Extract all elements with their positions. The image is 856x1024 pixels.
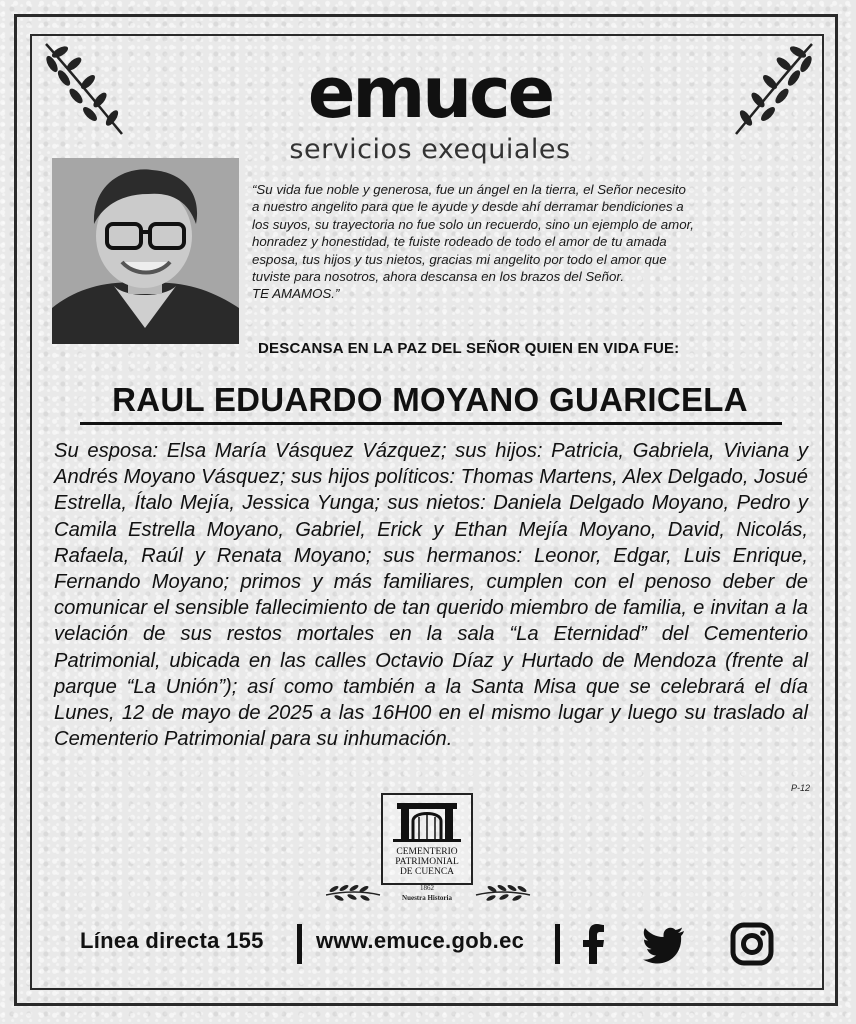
quote-line: TE AMAMOS.” xyxy=(252,286,340,302)
name-underline xyxy=(80,422,782,425)
cemetery-line2: PATRIMONIAL xyxy=(395,857,459,867)
deceased-name: RAUL EDUARDO MOYANO GUARICELA xyxy=(112,381,748,418)
laurel-branch-icon xyxy=(324,881,382,903)
website-link[interactable]: www.emuce.gob.ec xyxy=(316,928,525,953)
leaf-branch-icon xyxy=(38,38,130,138)
quote-line: honradez y honestidad, te fuiste rodeado de todo el amor de tu amada xyxy=(252,234,667,250)
instagram-icon[interactable] xyxy=(728,920,776,968)
page-reference: P-12 xyxy=(790,783,810,793)
emuce-logo: emuce xyxy=(307,52,553,134)
footer-separator xyxy=(297,924,302,964)
logo-subtitle: servicios exequiales xyxy=(289,134,571,165)
obituary-body: Su esposa: Elsa María Vásquez Vázquez; sus hijos: Patricia, Gabriela, Viviana y Andrés Moyano Vásquez; sus hijos políticos: Thomas Martens, Alex Delgado, Josué Estrella, Ítalo Mejía, Jessica Yunga; sus nietos: Daniela Delgado Moyano, Pedro y Camila Estrella Moyano, Gabriel, Erick y Ethan Mejía Moyano, David, Nicolás, Rafaela, Raúl y Renata Moyano; sus hermanos: Leonor, Edgar, Luis Enrique, Fernando Moyano; primos y más familiares, cumplen con el penoso deber de comunicar el sensible fallecimiento de tan querido miembro de familia, e invitan a la velación de sus restos mortales en la sala “La Eternidad” del Cementerio Patrimonial, ubicada en las calles Octavio Díaz y Hurtado de Mendoza (frente al parque “La Unión”); así como también a la Santa Misa que se celebrará el día Lunes, 12 de mayo de 2025 a las 16H00 en el mismo lugar y luego su traslado al Cementerio Patrimonial para su inhumación. xyxy=(54,440,808,751)
cemetery-logo xyxy=(381,793,473,885)
cemetery-line3: DE CUENCA xyxy=(399,867,455,877)
quote-line: “Su vida fue noble y generosa, fue un ángel en la tierra, el Señor necesito xyxy=(252,182,686,197)
portrait-photo xyxy=(52,158,239,344)
cemetery-line1: CEMENTERIO xyxy=(396,847,458,857)
quote-line: a nuestro angelito para que le ayude y desde ahí derramar bendiciones a xyxy=(252,199,684,215)
cemetery-tagline: Nuestra Historia xyxy=(402,894,452,902)
quote-line: tuviste para nosotros, ahora descansa en los brazos del Señor. xyxy=(252,269,625,285)
memorial-quote xyxy=(252,181,808,303)
phone-line: Línea directa 155 xyxy=(80,928,264,953)
laurel-branch-icon xyxy=(474,881,532,903)
rest-in-peace-heading: DESCANSA EN LA PAZ DEL SEÑOR QUIEN EN VIDA FUE: xyxy=(258,340,680,357)
leaf-branch-icon xyxy=(728,38,820,138)
quote-line: esposa, tus hijos y tus nietos, gracias mi angelito por todo el amor que xyxy=(252,251,667,267)
cemetery-gate-icon xyxy=(383,797,471,845)
facebook-icon[interactable] xyxy=(570,920,618,968)
cemetery-year: 1862 xyxy=(420,884,434,892)
footer-separator xyxy=(555,924,560,964)
quote-line: los suyos, su trayectoria no fue solo un recuerdo, sino un ejemplo de amor, xyxy=(252,216,694,232)
twitter-icon[interactable] xyxy=(640,920,688,968)
